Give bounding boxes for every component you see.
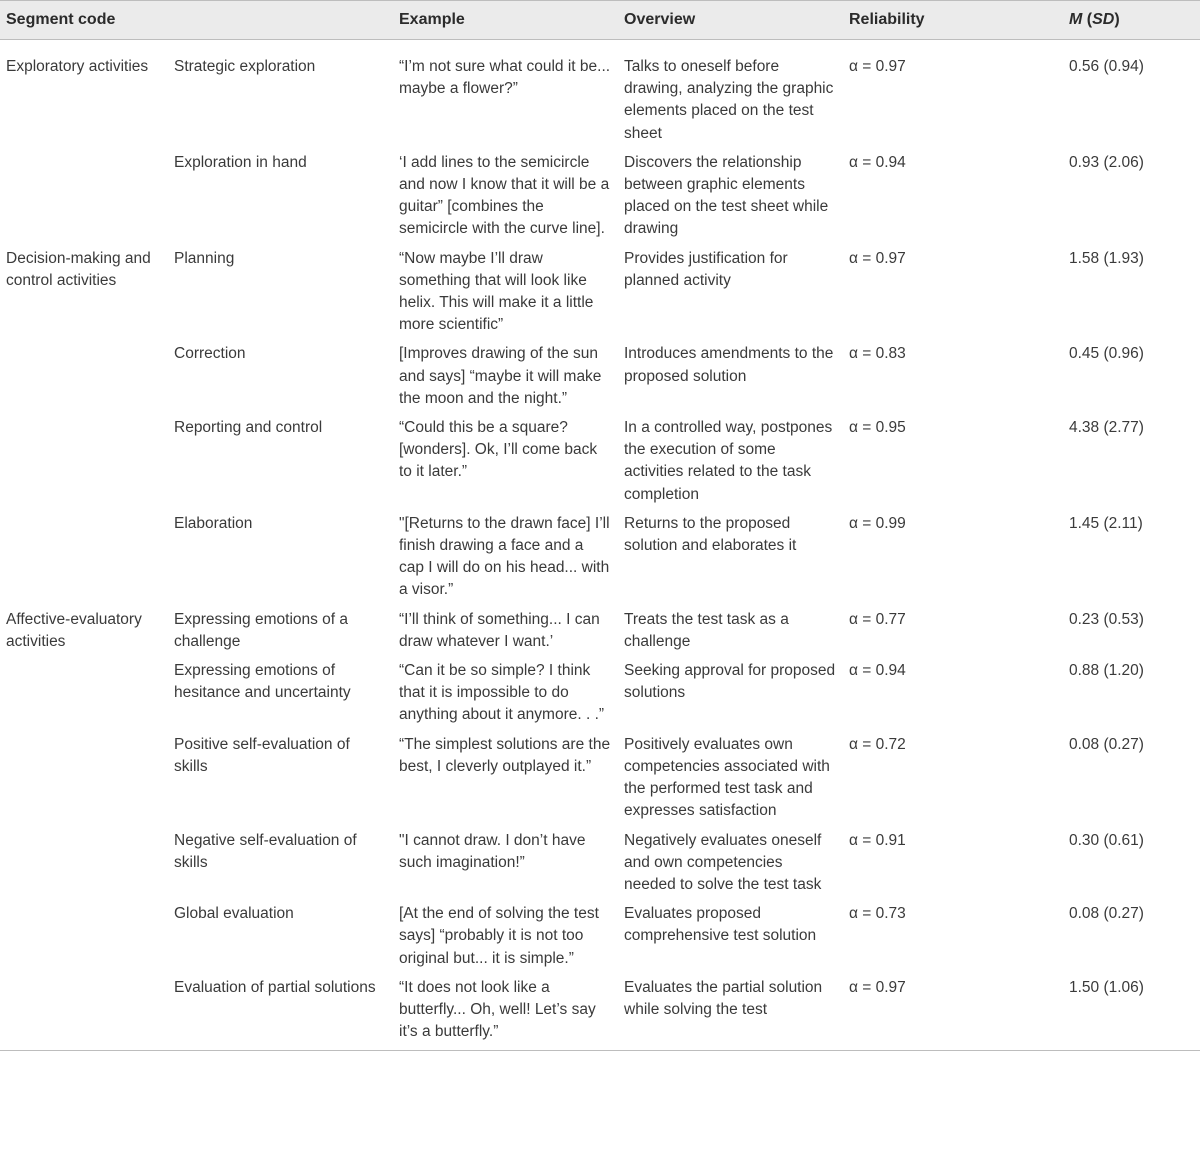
code-cell: Reporting and control — [174, 419, 323, 437]
example-cell: [At the end of solving the test says] “probably it is not too original but... it is simple.” — [399, 905, 599, 967]
category-cell — [0, 973, 168, 1051]
category-cell — [0, 339, 168, 413]
example-cell: “I’m not sure what could it be... maybe a flower?” — [399, 58, 611, 98]
example-cell: "I cannot draw. I don’t have such imagination!” — [399, 831, 586, 871]
table-row — [0, 826, 1200, 900]
overview-cell: In a controlled way, postpones the execution of some activities related to the task completion — [624, 419, 833, 503]
example-cell: ‘I add lines to the semicircle and now I know that it will be a guitar” [combines the semicircle with the curve line]. — [399, 153, 610, 238]
code-cell: Negative self-evaluation of skills — [174, 831, 357, 871]
reliability-cell: α = 0.91 — [849, 831, 906, 849]
code-cell: Planning — [174, 249, 235, 267]
reliability-cell: α = 0.99 — [849, 514, 906, 532]
reliability-cell: α = 0.97 — [849, 978, 906, 996]
overview-cell: Evaluates the partial solution while solving the test — [624, 978, 823, 1018]
mean-sd-cell: 4.38 (2.77) — [1069, 419, 1144, 437]
example-cell: “The simplest solutions are the best, I cleverly outplayed it.” — [399, 735, 611, 775]
category-cell — [0, 826, 168, 900]
overview-cell: Seeking approval for proposed solutions — [624, 662, 836, 702]
example-cell: “I’ll think of something... I can draw whatever I want.’ — [399, 610, 600, 650]
table-row — [0, 339, 1200, 413]
header-example: Example — [399, 11, 465, 28]
mean-sd-cell: 0.88 (1.20) — [1069, 662, 1144, 680]
reliability-cell: α = 0.77 — [849, 610, 906, 628]
reliability-cell: α = 0.83 — [849, 345, 906, 363]
overview-cell: Discovers the relationship between graphic elements placed on the test sheet while drawing — [624, 153, 829, 238]
code-cell: Positive self-evaluation of skills — [174, 735, 350, 775]
table-row — [0, 244, 1200, 340]
overview-cell: Provides justification for planned activity — [624, 249, 788, 289]
header-segment-code: Segment code — [6, 11, 116, 28]
mean-sd-cell: 1.45 (2.11) — [1069, 514, 1143, 532]
reliability-cell: α = 0.97 — [849, 58, 906, 75]
code-cell: Exploration in hand — [174, 153, 307, 171]
header-sd: SD — [1092, 11, 1115, 28]
category-cell — [0, 656, 168, 730]
header-row — [0, 1, 1200, 40]
header-reliability: Reliability — [849, 11, 925, 28]
overview-cell: Positively evaluates own competencies associated with the performed test task and expresses satisfaction — [624, 735, 830, 820]
header-subcategory — [168, 1, 393, 40]
example-cell: "[Returns to the drawn face] I’ll finish drawing a face and a cap I will do on his head... with a visor.” — [399, 514, 610, 599]
code-cell: Evaluation of partial solutions — [174, 978, 376, 996]
table-row — [0, 730, 1200, 826]
code-cell: Correction — [174, 345, 246, 363]
overview-cell: Negatively evaluates oneself and own competencies needed to solve the test task — [624, 831, 822, 893]
category-cell — [0, 509, 168, 605]
example-cell: “Can it be so simple? I think that it is impossible to do anything about it anymore. . .” — [399, 662, 605, 724]
mean-sd-cell: 1.58 (1.93) — [1069, 249, 1144, 267]
category-cell — [0, 899, 168, 973]
code-cell: Strategic exploration — [174, 58, 316, 75]
example-cell: “It does not look like a butterfly... Oh, well! Let’s say it’s a butterfly.” — [399, 978, 596, 1041]
code-cell: Expressing emotions of a challenge — [174, 610, 349, 650]
mean-sd-cell: 0.08 (0.27) — [1069, 905, 1144, 923]
reliability-cell: α = 0.95 — [849, 419, 906, 437]
table-row — [0, 656, 1200, 730]
reliability-cell: α = 0.73 — [849, 905, 906, 923]
table-row — [0, 509, 1200, 605]
overview-cell: Treats the test task as a challenge — [624, 610, 789, 650]
mean-sd-cell: 0.08 (0.27) — [1069, 735, 1144, 753]
table-row — [0, 605, 1200, 656]
reliability-cell: α = 0.72 — [849, 735, 906, 753]
reliability-cell: α = 0.94 — [849, 153, 906, 171]
reliability-cell: α = 0.94 — [849, 662, 906, 680]
code-cell: Global evaluation — [174, 905, 294, 923]
overview-cell: Introduces amendments to the proposed solution — [624, 345, 834, 385]
example-cell: “Could this be a square? [wonders]. Ok, I’ll come back to it later.” — [399, 419, 598, 481]
code-cell: Expressing emotions of hesitance and uncertainty — [174, 662, 351, 702]
category-cell: Exploratory activities — [6, 58, 149, 75]
header-mean-sd: M (SD) — [1069, 11, 1120, 28]
table-row — [0, 40, 1200, 148]
mean-sd-cell: 0.93 (2.06) — [1069, 153, 1144, 171]
table-body — [0, 40, 1200, 1051]
mean-sd-cell: 1.50 (1.06) — [1069, 978, 1144, 996]
example-cell: “Now maybe I’ll draw something that will look like helix. This will make it a little more scientific” — [399, 249, 594, 334]
mean-sd-cell: 0.45 (0.96) — [1069, 345, 1144, 363]
header-overview: Overview — [624, 11, 696, 28]
category-cell — [0, 148, 168, 244]
table-row — [0, 899, 1200, 973]
mean-sd-cell: 0.23 (0.53) — [1069, 610, 1144, 628]
category-cell: Affective-evaluatory activities — [6, 610, 142, 650]
overview-cell: Returns to the proposed solution and elaborates it — [624, 514, 797, 555]
category-cell — [0, 730, 168, 826]
header-m: M — [1069, 11, 1083, 28]
example-cell: [Improves drawing of the sun and says] “maybe it will make the moon and the night.” — [399, 345, 602, 407]
mean-sd-cell: 0.30 (0.61) — [1069, 831, 1144, 849]
mean-sd-cell: 0.56 (0.94) — [1069, 58, 1144, 75]
reliability-cell: α = 0.97 — [849, 249, 906, 267]
table-row — [0, 413, 1200, 509]
overview-cell: Talks to oneself before drawing, analyzing the graphic elements placed on the test sheet — [624, 58, 834, 142]
table-header — [0, 1, 1200, 40]
code-cell: Elaboration — [174, 514, 253, 532]
category-cell — [0, 413, 168, 509]
table-row — [0, 148, 1200, 244]
category-cell: Decision-making and control activities — [6, 249, 151, 289]
table-row — [0, 973, 1200, 1051]
overview-cell: Evaluates proposed comprehensive test solution — [624, 905, 817, 945]
